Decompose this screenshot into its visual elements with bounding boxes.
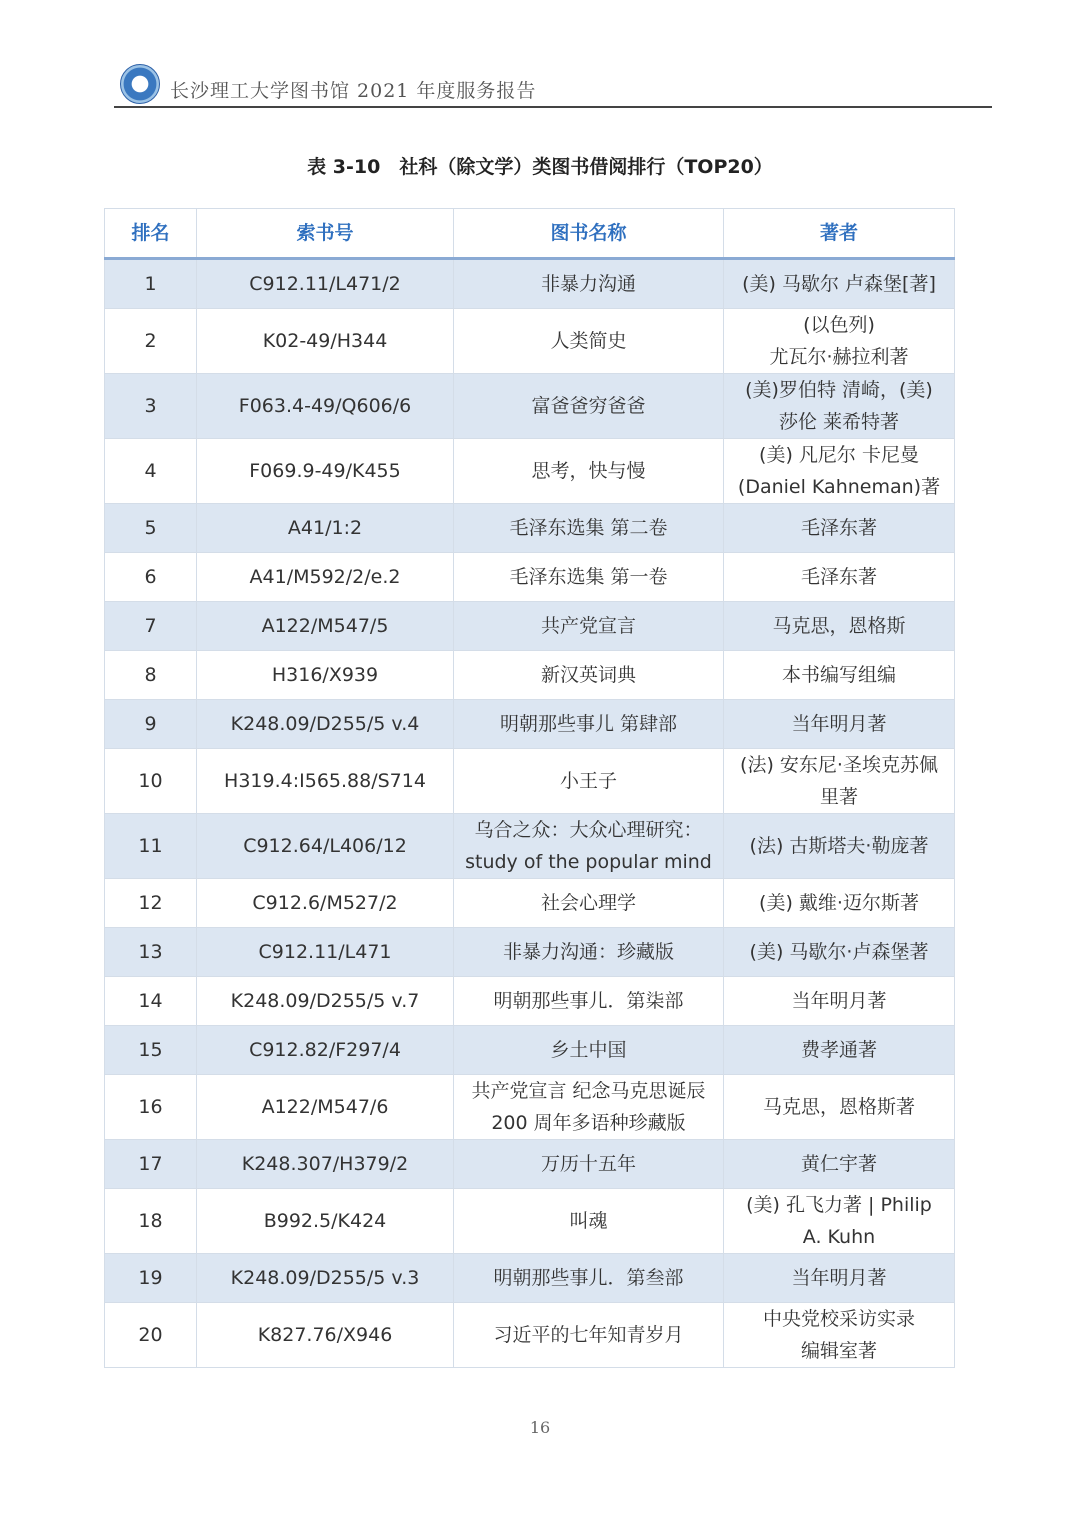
cell-rank: 20 (105, 1303, 197, 1368)
table-row (105, 309, 955, 374)
cell-call-number: C912.11/L471/2 (197, 259, 454, 309)
cell-author: 马克思，恩格斯著 (724, 1075, 955, 1140)
cell-book-title: 毛泽东选集 第一卷 (454, 553, 724, 602)
cell-call-number: B992.5/K424 (197, 1189, 454, 1254)
cell-author: 本书编写组编 (724, 651, 955, 700)
cell-book-title: 叫魂 (454, 1189, 724, 1254)
cell-rank: 17 (105, 1140, 197, 1189)
cell-book-title: 明朝那些事儿．第叁部 (454, 1254, 724, 1303)
header-title: 长沙理工大学图书馆 2021 年度服务报告 (170, 80, 537, 102)
cell-book-title: 毛泽东选集 第二卷 (454, 504, 724, 553)
cell-book-title: 富爸爸穷爸爸 (454, 374, 724, 439)
cell-author: 毛泽东著 (724, 553, 955, 602)
page-header (114, 62, 992, 108)
cell-rank: 19 (105, 1254, 197, 1303)
cell-author: 毛泽东著 (724, 504, 955, 553)
table-row (105, 977, 955, 1026)
cell-book-title: 明朝那些事儿．第柒部 (454, 977, 724, 1026)
cell-call-number: F069.9-49/K455 (197, 439, 454, 504)
table-row (105, 1254, 955, 1303)
cell-author: 马克思，恩格斯 (724, 602, 955, 651)
cell-book-title: 思考，快与慢 (454, 439, 724, 504)
cell-rank: 9 (105, 700, 197, 749)
cell-author: (美)罗伯特 清崎，(美) 莎伦 莱希特著 (724, 374, 955, 439)
cell-call-number: K248.09/D255/5 v.3 (197, 1254, 454, 1303)
cell-book-title: 乌合之众：大众心理研究： study of the popular mind (454, 814, 724, 879)
table-row (105, 1189, 955, 1254)
column-header-book-title: 图书名称 (454, 209, 724, 259)
cell-rank: 18 (105, 1189, 197, 1254)
cell-author: 当年明月著 (724, 700, 955, 749)
cell-rank: 13 (105, 928, 197, 977)
table-row (105, 1303, 955, 1368)
cell-author: 中央党校采访实录 编辑室著 (724, 1303, 955, 1368)
table-row (105, 1140, 955, 1189)
cell-rank: 5 (105, 504, 197, 553)
cell-rank: 15 (105, 1026, 197, 1075)
cell-call-number: C912.82/F297/4 (197, 1026, 454, 1075)
column-header-author: 著者 (724, 209, 955, 259)
cell-author: (美) 戴维·迈尔斯著 (724, 879, 955, 928)
table-row (105, 259, 955, 309)
cell-call-number: A41/1:2 (197, 504, 454, 553)
table-row (105, 1075, 955, 1140)
cell-rank: 3 (105, 374, 197, 439)
table-row (105, 928, 955, 977)
page-number: 16 (529, 1418, 551, 1437)
cell-rank: 6 (105, 553, 197, 602)
cell-rank: 4 (105, 439, 197, 504)
cell-call-number: C912.64/L406/12 (197, 814, 454, 879)
cell-rank: 2 (105, 309, 197, 374)
cell-rank: 10 (105, 749, 197, 814)
cell-book-title: 习近平的七年知青岁月 (454, 1303, 724, 1368)
cell-book-title: 明朝那些事儿 第肆部 (454, 700, 724, 749)
table-row (105, 651, 955, 700)
cell-author: (法) 安东尼·圣埃克苏佩 里著 (724, 749, 955, 814)
cell-author: (美) 马歇尔 卢森堡[著] (724, 259, 955, 309)
cell-call-number: F063.4-49/Q606/6 (197, 374, 454, 439)
cell-call-number: C912.6/M527/2 (197, 879, 454, 928)
cell-call-number: A122/M547/5 (197, 602, 454, 651)
table-row (105, 749, 955, 814)
table-row (105, 504, 955, 553)
cell-author: (美) 凡尼尔 卡尼曼 (Daniel Kahneman)著 (724, 439, 955, 504)
cell-book-title: 社会心理学 (454, 879, 724, 928)
cell-author: 当年明月著 (724, 977, 955, 1026)
library-logo-icon (120, 64, 160, 104)
cell-call-number: H319.4:I565.88/S714 (197, 749, 454, 814)
column-header-call-number: 索书号 (197, 209, 454, 259)
cell-call-number: H316/X939 (197, 651, 454, 700)
table-header-row (105, 209, 955, 259)
cell-call-number: K827.76/X946 (197, 1303, 454, 1368)
cell-rank: 11 (105, 814, 197, 879)
cell-call-number: K248.09/D255/5 v.7 (197, 977, 454, 1026)
borrowing-ranking-table (104, 208, 955, 1368)
cell-author: (以色列) 尤瓦尔·赫拉利著 (724, 309, 955, 374)
cell-book-title: 人类简史 (454, 309, 724, 374)
cell-call-number: A41/M592/2/e.2 (197, 553, 454, 602)
table-row (105, 439, 955, 504)
cell-author: 费孝通著 (724, 1026, 955, 1075)
cell-rank: 16 (105, 1075, 197, 1140)
cell-call-number: A122/M547/6 (197, 1075, 454, 1140)
cell-book-title: 共产党宣言 (454, 602, 724, 651)
table-row (105, 602, 955, 651)
cell-book-title: 非暴力沟通：珍藏版 (454, 928, 724, 977)
cell-author: 当年明月著 (724, 1254, 955, 1303)
cell-book-title: 新汉英词典 (454, 651, 724, 700)
cell-author: (美) 孔飞力著 | Philip A. Kuhn (724, 1189, 955, 1254)
cell-book-title: 小王子 (454, 749, 724, 814)
table-caption: 表 3-10 社科（除文学）类图书借阅排行（TOP20） (307, 156, 773, 178)
cell-rank: 1 (105, 259, 197, 309)
cell-call-number: C912.11/L471 (197, 928, 454, 977)
cell-book-title: 非暴力沟通 (454, 259, 724, 309)
cell-call-number: K248.307/H379/2 (197, 1140, 454, 1189)
cell-call-number: K248.09/D255/5 v.4 (197, 700, 454, 749)
table-row (105, 1026, 955, 1075)
cell-author: (美) 马歇尔·卢森堡著 (724, 928, 955, 977)
cell-rank: 7 (105, 602, 197, 651)
table-row (105, 374, 955, 439)
cell-author: (法) 古斯塔夫·勒庞著 (724, 814, 955, 879)
cell-book-title: 共产党宣言 纪念马克思诞辰 200 周年多语种珍藏版 (454, 1075, 724, 1140)
cell-book-title: 乡土中国 (454, 1026, 724, 1075)
cell-author: 黄仁宇著 (724, 1140, 955, 1189)
cell-rank: 14 (105, 977, 197, 1026)
table-row (105, 879, 955, 928)
cell-rank: 12 (105, 879, 197, 928)
table-row (105, 700, 955, 749)
table-row (105, 814, 955, 879)
column-header-rank: 排名 (105, 209, 197, 259)
table-row (105, 553, 955, 602)
cell-call-number: K02-49/H344 (197, 309, 454, 374)
cell-book-title: 万历十五年 (454, 1140, 724, 1189)
cell-rank: 8 (105, 651, 197, 700)
